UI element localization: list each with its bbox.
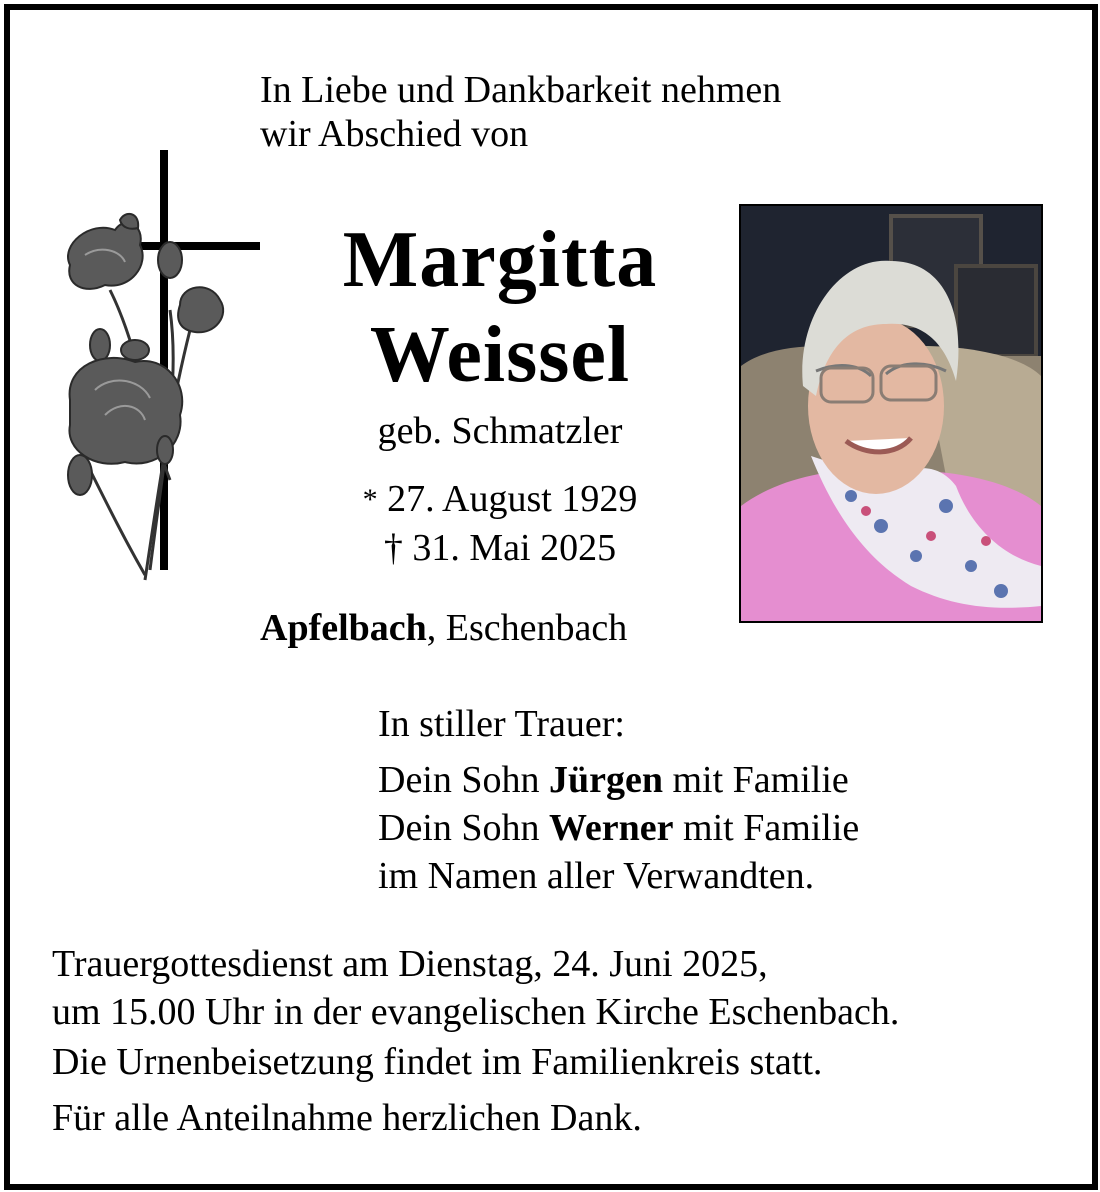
residence-main: Apfelbach (260, 607, 427, 649)
cross-with-roses-icon (50, 150, 270, 590)
life-dates (300, 475, 700, 572)
mourner-row (378, 756, 859, 804)
mourner-name: Jürgen (549, 759, 663, 801)
urn-burial-text: Die Urnenbeisetzung findet im Familienkreis statt. (52, 1041, 823, 1083)
mourner-prefix: Dein Sohn (378, 759, 549, 801)
mourner-suffix: mit Familie (673, 807, 860, 849)
first-name: Margitta (342, 216, 658, 304)
death-date-row (300, 524, 700, 572)
birth-date-row (300, 475, 700, 524)
birth-date: 27. August 1929 (387, 478, 638, 520)
service-line-2: um 15.00 Uhr in der evangelischen Kirche Eschenbach. (52, 991, 900, 1033)
mourner-name: Werner (549, 807, 674, 849)
death-dagger-icon: † (383, 527, 403, 569)
intro-line-1: In Liebe und Dankbarkeit nehmen (260, 69, 782, 111)
intro-text (260, 68, 781, 156)
last-name: Weissel (369, 311, 631, 399)
mourners-relatives: im Namen aller Verwandten. (378, 855, 815, 897)
thanks-text: Für alle Anteilnahme herzlichen Dank. (52, 1097, 642, 1139)
portrait-photo (739, 204, 1043, 623)
maiden-name: geb. Schmatzler (377, 410, 623, 452)
service-line-1: Trauergottesdienst am Dienstag, 24. Juni 2025, (52, 943, 768, 985)
birth-star-icon: * (362, 483, 378, 516)
service-info (52, 940, 899, 1036)
residence-other: , Eschenbach (426, 607, 628, 649)
mourners-list (378, 756, 859, 900)
residence (260, 606, 627, 650)
portrait-image (741, 206, 1041, 621)
mourner-suffix: mit Familie (663, 759, 849, 801)
mourners-heading: In stiller Trauer: (378, 703, 625, 745)
mourner-prefix: Dein Sohn (378, 807, 549, 849)
death-date: 31. Mai 2025 (412, 527, 617, 569)
mourner-row (378, 804, 859, 852)
intro-line-2: wir Abschied von (260, 113, 529, 155)
